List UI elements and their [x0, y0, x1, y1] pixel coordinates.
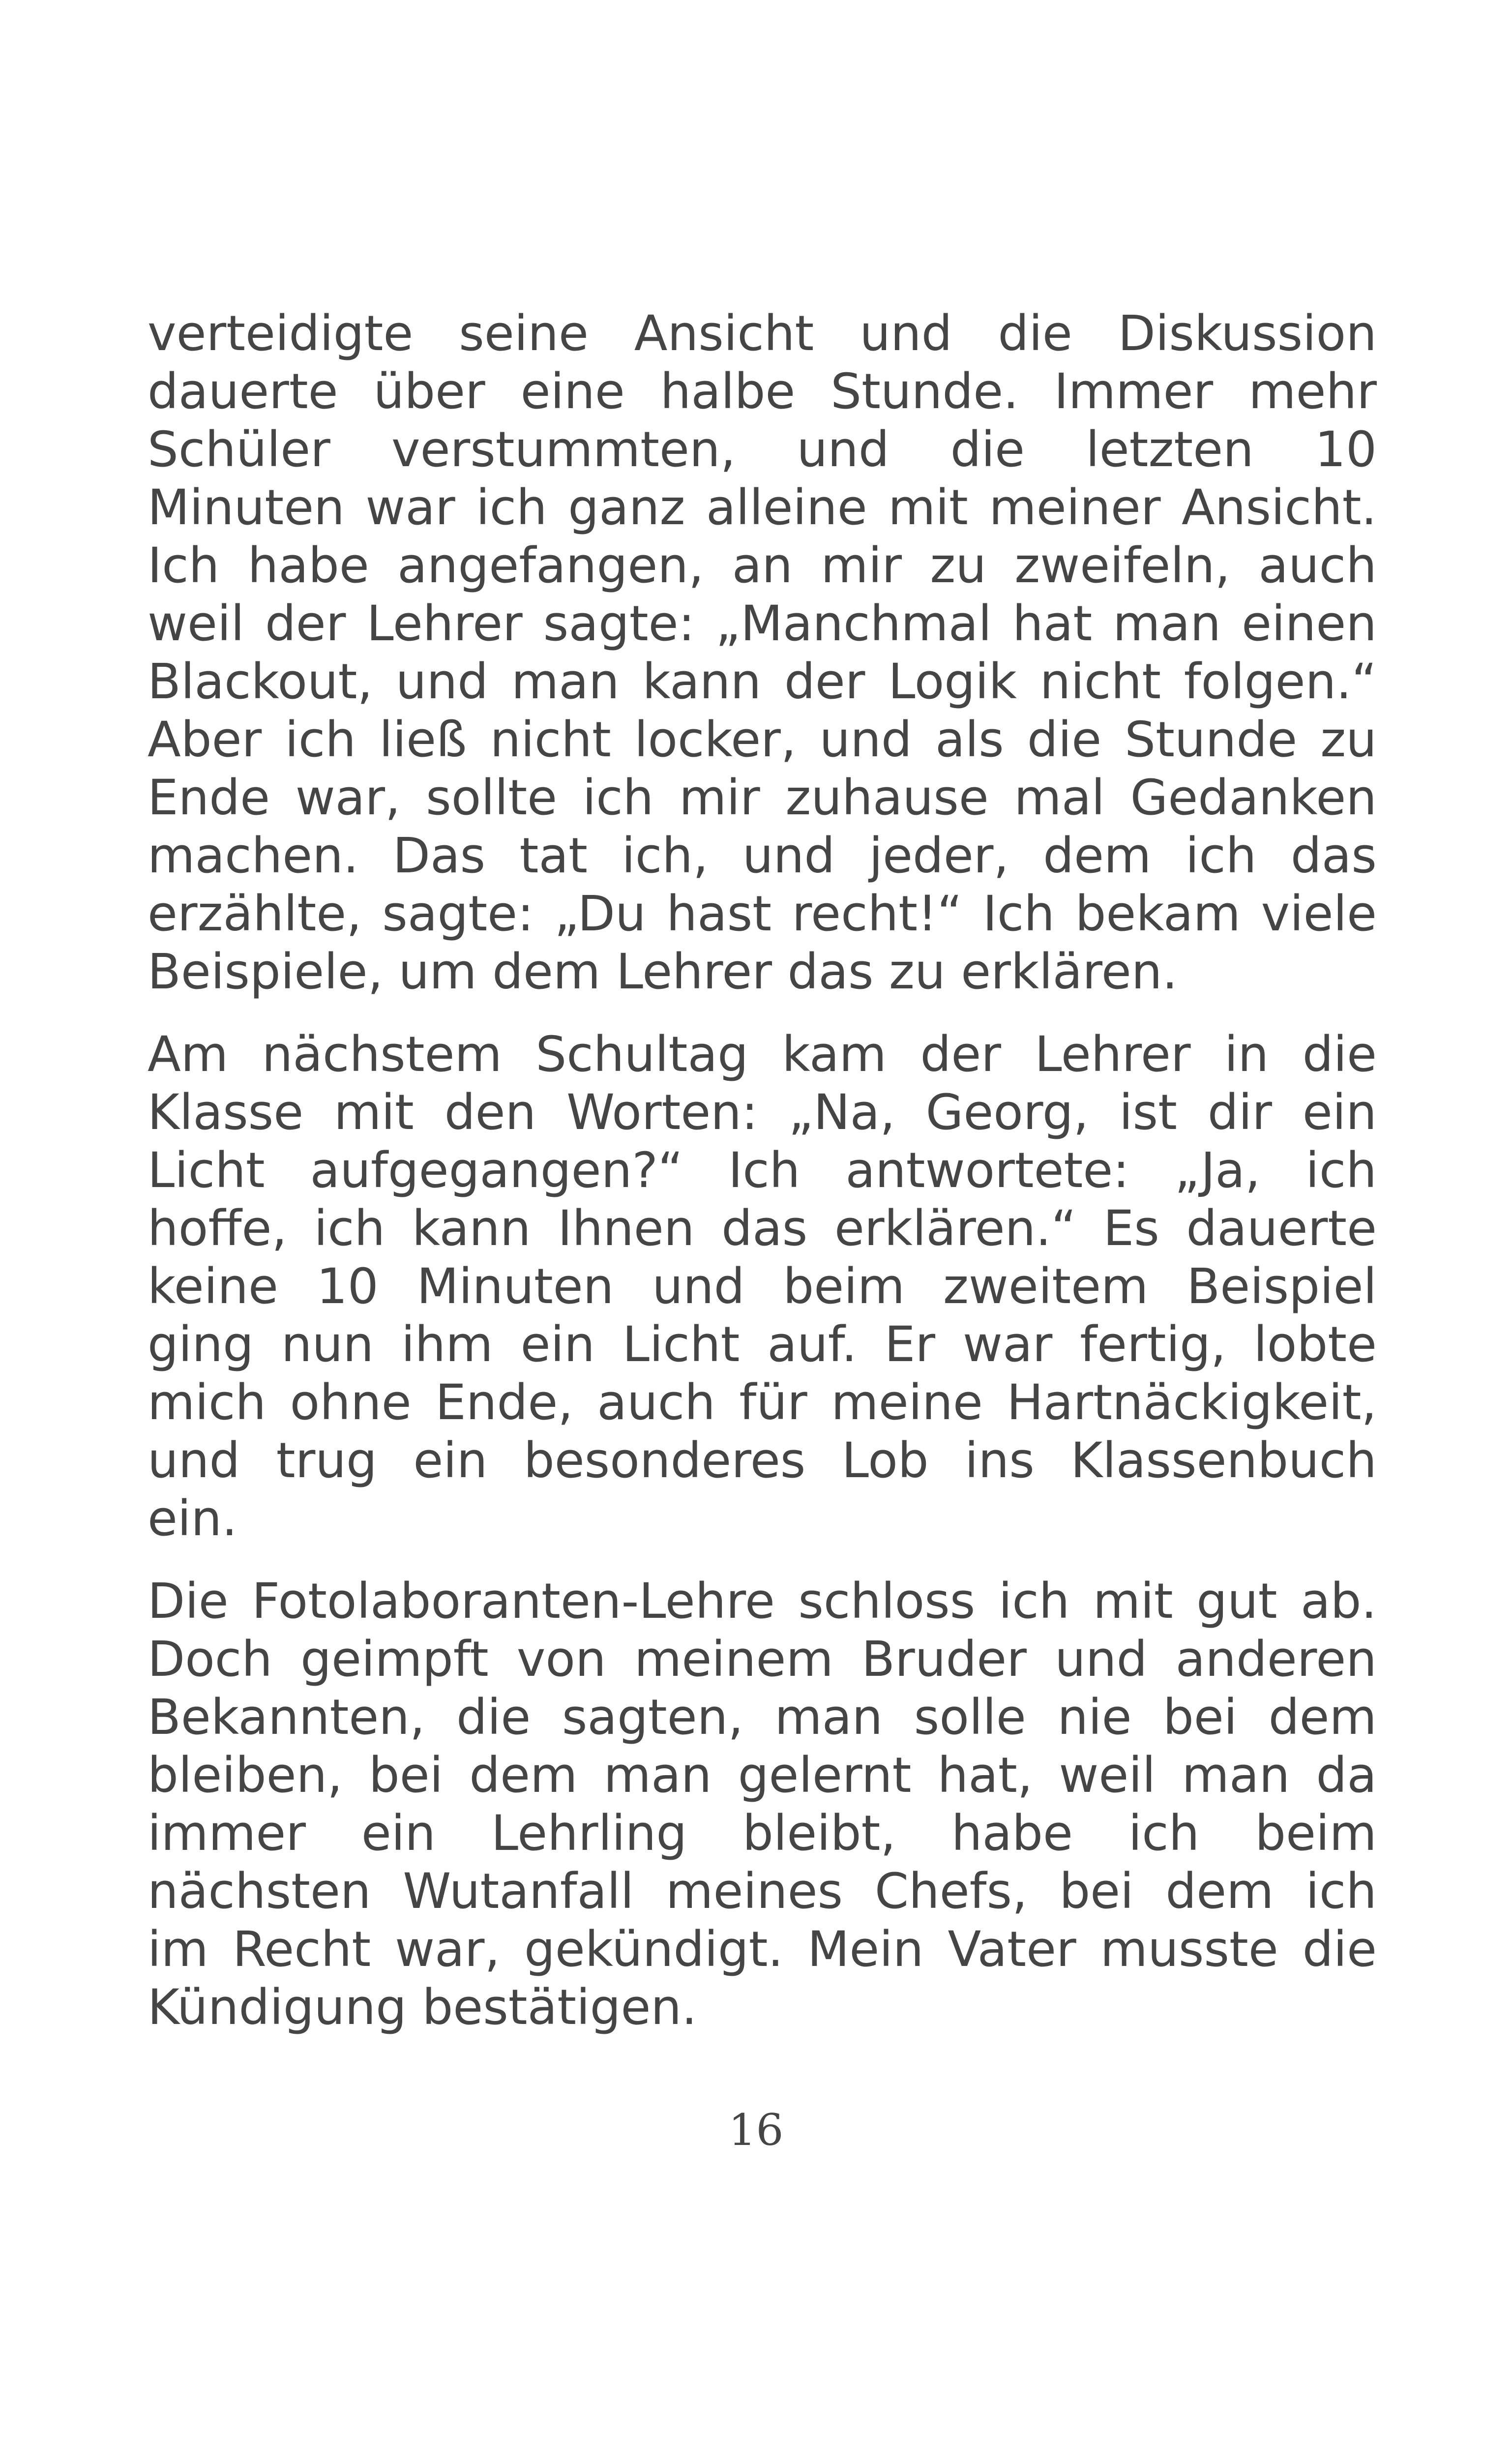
text-line: Schüler verstummten, und die letzten 10 — [148, 421, 1377, 478]
paragraph-3 — [148, 1573, 1377, 2037]
text-line: ging nun ihm ein Licht auf. Er war fertig, lobte — [148, 1316, 1377, 1373]
text-line: dauerte über eine halbe Stunde. Immer mehr — [148, 363, 1377, 420]
text-line: Licht aufgegangen?“ Ich antwortete: „Ja, ich — [148, 1142, 1377, 1199]
text-line: immer ein Lehrling bleibt, habe ich beim — [148, 1805, 1377, 1862]
text-line: weil der Lehrer sagte: „Manchmal hat man einen — [148, 595, 1377, 652]
text-line: und trug ein besonderes Lob ins Klassenbuch — [148, 1432, 1377, 1489]
text-line: machen. Das tat ich, und jeder, dem ich das — [148, 828, 1377, 884]
text-line: Bekannten, die sagten, man solle nie bei dem — [148, 1689, 1377, 1746]
text-line: nächsten Wutanfall meines Chefs, bei dem ich — [148, 1863, 1377, 1920]
text-line: Am nächstem Schultag kam der Lehrer in die — [148, 1026, 1377, 1083]
body-text — [148, 305, 1377, 2061]
text-line: ein. — [148, 1490, 237, 1547]
text-line: Beispiele, um dem Lehrer das zu erklären. — [148, 944, 1178, 1000]
text-line: keine 10 Minuten und beim zweitem Beispiel — [148, 1258, 1377, 1315]
text-line: Klasse mit den Worten: „Na, Georg, ist dir ein — [148, 1084, 1377, 1141]
text-line: hoffe, ich kann Ihnen das erklären.“ Es dauerte — [148, 1200, 1377, 1257]
text-line: mich ohne Ende, auch für meine Hartnäckigkeit, — [148, 1374, 1377, 1431]
text-line: Minuten war ich ganz alleine mit meiner Ansicht. — [148, 479, 1377, 536]
text-line: Die Fotolaboranten-Lehre schloss ich mit gut ab. — [148, 1573, 1377, 1630]
text-line: erzählte, sagte: „Du hast recht!“ Ich bekam viele — [148, 886, 1377, 942]
page-number: 16 — [728, 2105, 784, 2155]
paragraph-1 — [148, 305, 1377, 1001]
text-line: verteidigte seine Ansicht und die Diskussion — [148, 305, 1377, 362]
text-line: bleiben, bei dem man gelernt hat, weil man da — [148, 1747, 1377, 1804]
text-line: Ich habe angefangen, an mir zu zweifeln, auch — [148, 537, 1377, 594]
text-line: Blackout, und man kann der Logik nicht folgen.“ — [148, 654, 1377, 710]
text-line: Aber ich ließ nicht locker, und als die Stunde zu — [148, 712, 1377, 768]
text-line: im Recht war, gekündigt. Mein Vater musste die — [148, 1921, 1377, 1978]
text-line: Doch geimpft von meinem Bruder und anderen — [148, 1631, 1377, 1688]
text-line: Kündigung bestätigen. — [148, 1979, 697, 2036]
paragraph-2 — [148, 1026, 1377, 1548]
text-line: Ende war, sollte ich mir zuhause mal Gedanken — [148, 770, 1377, 826]
